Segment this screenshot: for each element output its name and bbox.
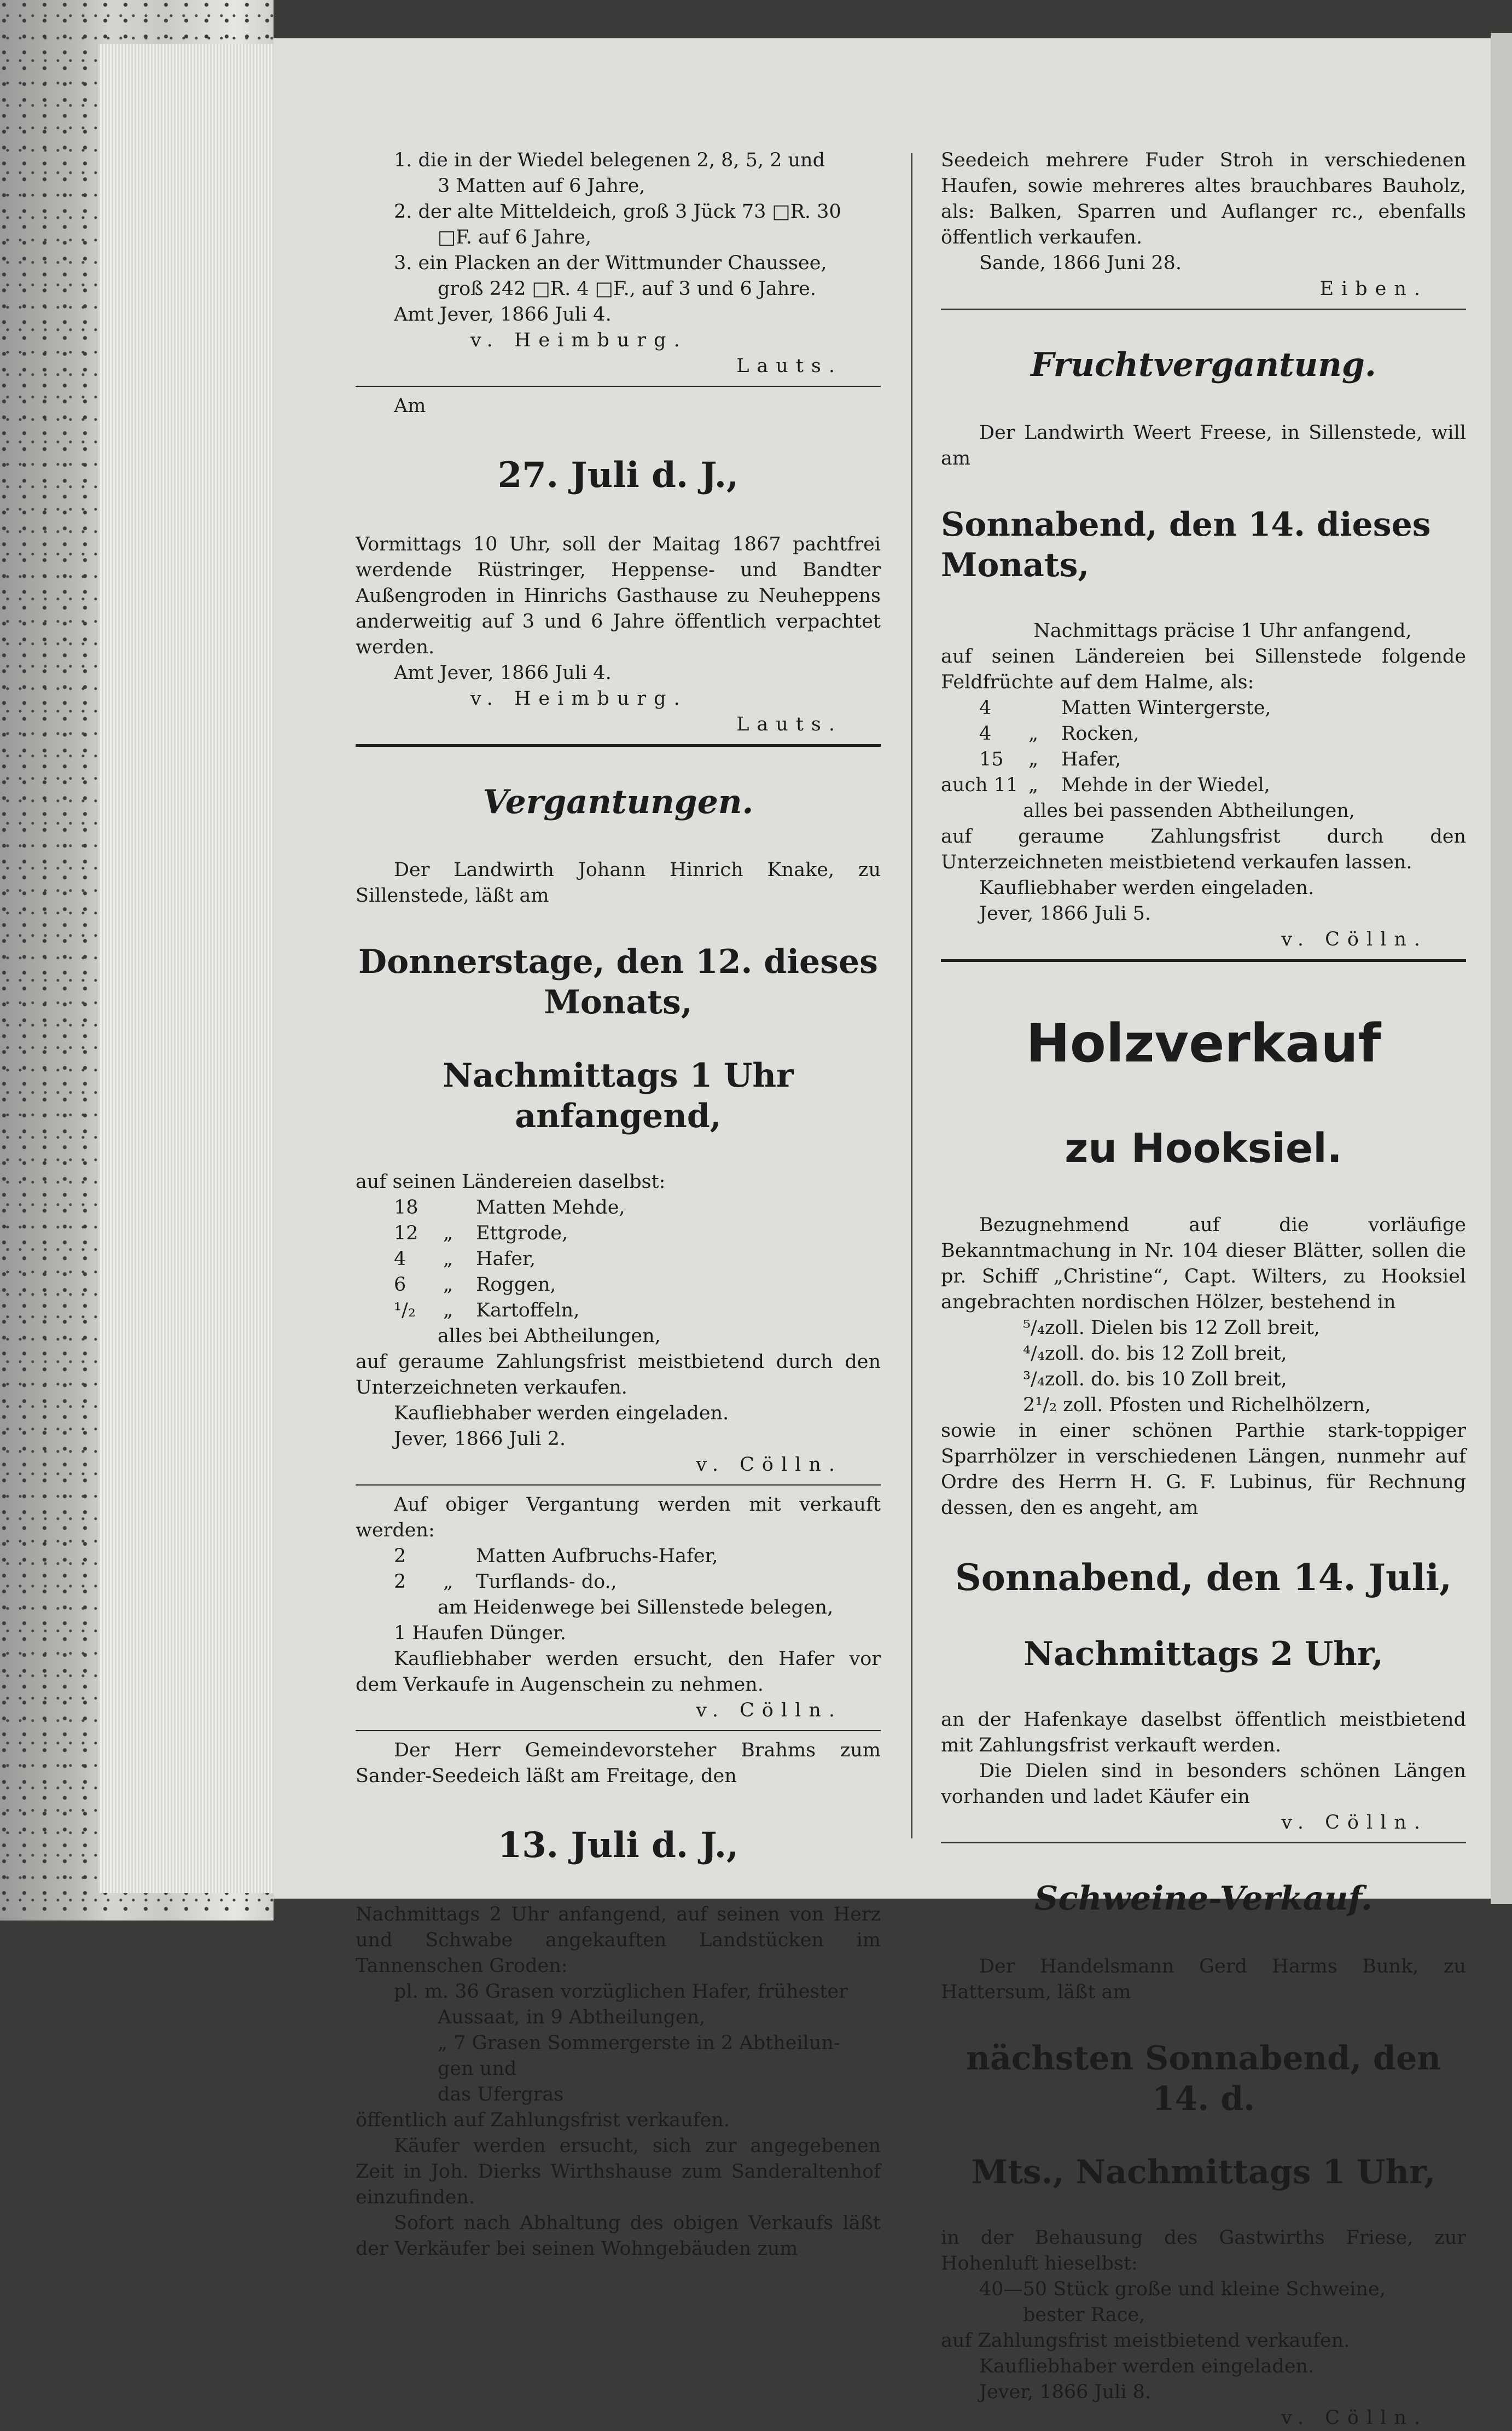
list-item xyxy=(356,1569,881,1595)
notice-line: 1. die in der Wiedel belegenen 2, 8, 5, 2 und xyxy=(394,149,825,171)
signature: v. Heimburg. xyxy=(470,688,688,710)
signature: v. Cölln. xyxy=(696,1699,842,1721)
notice-time: Nachmittags 2 Uhr, xyxy=(1023,1635,1383,1673)
ditto: „ xyxy=(443,1222,453,1244)
notice-brahms xyxy=(356,1738,881,2262)
divider xyxy=(356,1484,881,1486)
notice-line: pl. m. 36 Grasen vorzüglichen Hafer, frühester xyxy=(394,1981,848,2003)
list-item xyxy=(941,747,1466,773)
notice-line: öffentlich auf Zahlungsfrist verkaufen. xyxy=(356,2109,730,2131)
notice-intro: Auf obiger Vergantung werden mit verkauft werden: xyxy=(356,1494,881,1541)
notice-line: 2. der alte Mitteldeich, groß 3 Jück 73 □R. 30 xyxy=(394,201,841,223)
signature: Lauts. xyxy=(736,355,842,377)
notice-time: Nachmittags präcise 1 Uhr anfangend, xyxy=(1033,620,1412,642)
place-date: Jever, 1866 Juli 2. xyxy=(394,1428,566,1450)
section-heading: Holzverkauf xyxy=(1026,1013,1381,1074)
notice-straw xyxy=(941,148,1466,302)
notice-knake xyxy=(356,780,881,1478)
notice-text: Vormittags 10 Uhr, soll der Maitag 1867 pachtfrei werdende Rüstringer, Heppense- und Bandter Außengroden in Hinrichs Gasthause zu Neuheppens anderweitig auf 3 und 6 Jahre öffentlich verpachtet werden. xyxy=(356,533,881,658)
notice-intro: Der Landwirth Johann Hinrich Knake, zu Sillenstede, läßt am xyxy=(356,859,881,907)
list-item xyxy=(941,695,1466,721)
notice-date: 13. Juli d. J., xyxy=(497,1825,739,1866)
quantity: 4 xyxy=(394,1248,406,1270)
right-column xyxy=(941,148,1466,2431)
list-item: ⁴/₄zoll. do. bis 12 Zoll breit, xyxy=(1023,1343,1287,1365)
item: Kartoffeln, xyxy=(476,1299,580,1321)
notice-date: Sonnabend, den 14. dieses Monats, xyxy=(941,506,1431,584)
ditto: „ xyxy=(443,1571,453,1593)
page-stack xyxy=(98,44,274,1893)
ditto xyxy=(443,1544,476,1569)
divider xyxy=(941,309,1466,310)
notice-lease-list xyxy=(356,148,881,379)
list-item xyxy=(941,773,1466,798)
divider xyxy=(941,1842,1466,1843)
notice-text: Die Dielen sind in besonders schönen Längen vorhanden und ladet Käufer ein xyxy=(941,1760,1466,1808)
quantity: ¹/₂ xyxy=(394,1299,416,1321)
notice-text: 1 Haufen Dünger. xyxy=(394,1622,566,1644)
notice-date: Sonnabend, den 14. Juli, xyxy=(955,1556,1452,1599)
item: Hafer, xyxy=(1061,749,1121,770)
ditto: „ xyxy=(443,1299,453,1321)
notice-text: sowie in einer schönen Parthie stark-toppiger Sparrhölzer in verschiedenen Längen, nunmehr auf Ordre des Herrn H. G. F. Lubinus, für Rechnung dessen, den es angeht, am xyxy=(941,1420,1466,1519)
notice-text: Nachmittags 2 Uhr anfangend, auf seinen von Herz und Schwabe angekauften Landstücken im Tannenschen Groden: xyxy=(356,1904,881,1977)
list-item: ³/₄zoll. do. bis 10 Zoll breit, xyxy=(1023,1368,1287,1390)
ditto: „ xyxy=(443,1248,453,1270)
notice-text: auf geraume Zahlungsfrist meistbietend durch den Unterzeichneten verkaufen. xyxy=(356,1351,881,1399)
notice-line: □F. auf 6 Jahre, xyxy=(438,227,592,248)
signature: v. Cölln. xyxy=(1281,929,1428,950)
list-item xyxy=(356,1544,881,1569)
notice-text: an der Hafenkaye daselbst öffentlich meistbietend mit Zahlungsfrist verkauft werden. xyxy=(941,1709,1466,1756)
notice-text: Kaufliebhaber werden ersucht, den Hafer vor dem Verkaufe in Augenschein zu nehmen. xyxy=(356,1648,881,1696)
notice-line: das Ufergras xyxy=(438,2084,564,2105)
quantity: 15 xyxy=(979,749,1004,770)
ditto xyxy=(1028,695,1061,721)
item-list xyxy=(356,1195,881,1324)
section-heading: Schweine-Verkauf. xyxy=(1034,1879,1373,1918)
notice-text: alles bei passenden Abtheilungen, xyxy=(1023,800,1355,822)
notice-additional xyxy=(356,1492,881,1724)
item: Ettgrode, xyxy=(476,1222,568,1244)
quantity: 18 xyxy=(394,1197,418,1219)
signature: Lauts. xyxy=(736,713,842,735)
notice-line: groß 242 □R. 4 □F., auf 3 und 6 Jahre. xyxy=(438,278,816,300)
ditto: „ xyxy=(443,1274,453,1296)
notice-text: auf geraume Zahlungsfrist durch den Unterzeichneten meistbietend verkaufen lassen. xyxy=(941,826,1466,873)
list-item: ⁵/₄zoll. Dielen bis 12 Zoll breit, xyxy=(1023,1317,1321,1339)
list-item xyxy=(356,1221,881,1246)
signature: v. Heimburg. xyxy=(470,329,688,351)
section-heading: Vergantungen. xyxy=(482,783,754,821)
notice-holzverkauf xyxy=(941,1014,1466,1836)
item: Rocken, xyxy=(1061,723,1139,745)
item: Mehde in der Wiedel, xyxy=(1061,774,1270,796)
notice-text: Sofort nach Abhaltung des obigen Verkaufs läßt der Verkäufer bei seinen Wohngebäuden zum xyxy=(356,2212,881,2260)
item: Matten Wintergerste, xyxy=(1061,697,1271,719)
quantity: 6 xyxy=(394,1274,406,1296)
signature: Eiben. xyxy=(1319,278,1428,300)
list-item xyxy=(356,1298,881,1324)
signature: v. Cölln. xyxy=(1281,2407,1428,2429)
list-item: 40—50 Stück große und kleine Schweine, xyxy=(979,2278,1386,2300)
notice-am: Am xyxy=(394,395,426,417)
place-date: Jever, 1866 Juli 5. xyxy=(979,903,1152,925)
next-page-edge xyxy=(1491,33,1512,1904)
list-item xyxy=(356,1195,881,1221)
ditto: „ xyxy=(1028,723,1039,745)
notice-text: am Heidenwege bei Sillenstede belegen, xyxy=(438,1597,834,1618)
divider xyxy=(356,744,881,747)
notice-text: auf seinen Ländereien bei Sillenstede folgende Feldfrüchte auf dem Halme, als: xyxy=(941,646,1466,693)
notice-text: auf Zahlungsfrist meistbietend verkaufen. xyxy=(941,2330,1350,2352)
notice-line: Aussaat, in 9 Abtheilungen, xyxy=(438,2006,706,2028)
signature: v. Cölln. xyxy=(1281,1812,1428,1834)
item: Turflands- do., xyxy=(476,1571,617,1593)
notice-freese xyxy=(941,343,1466,953)
item: Matten Mehde, xyxy=(476,1197,625,1219)
notice-line: „ 7 Grasen Sommergerste in 2 Abtheilun- xyxy=(438,2032,840,2054)
column-rule xyxy=(911,153,912,1838)
notice-text: Seedeich mehrere Fuder Stroh in verschiedenen Haufen, sowie mehreres altes brauchbares Bauholz, als: Balken, Sparren und Auflanger rc., ebenfalls öffentlich verkaufen. xyxy=(941,149,1466,248)
notice-date: nächsten Sonnabend, den 14. d. xyxy=(966,2039,1441,2118)
signature: v. Cölln. xyxy=(696,1454,842,1476)
quantity: 4 xyxy=(979,723,992,745)
place-date: Amt Jever, 1866 Juli 4. xyxy=(394,662,612,684)
divider xyxy=(356,386,881,387)
section-heading: Fruchtvergantung. xyxy=(1031,346,1376,384)
notice-intro: Der Handelsmann Gerd Harms Bunk, zu Hattersum, läßt am xyxy=(941,1956,1466,2003)
quantity: 4 xyxy=(979,697,992,719)
section-subheading: zu Hooksiel. xyxy=(1065,1125,1342,1172)
divider xyxy=(356,1730,881,1731)
notice-schweine xyxy=(941,1876,1466,2431)
divider xyxy=(941,959,1466,962)
notice-line: gen und xyxy=(438,2058,517,2080)
item: Roggen, xyxy=(476,1274,556,1296)
place-date: Jever, 1866 Juli 8. xyxy=(979,2381,1152,2403)
list-item xyxy=(941,721,1466,747)
left-column xyxy=(356,148,881,2262)
notice-date: 27. Juli d. J., xyxy=(497,455,739,496)
ditto: „ xyxy=(1028,749,1039,770)
quantity: 2 xyxy=(394,1545,406,1567)
quantity: 2 xyxy=(394,1571,406,1593)
notice-text: Käufer werden ersucht, sich zur angegebenen Zeit in Joh. Dierks Wirthshause zum Sanderaltenhof einzufinden. xyxy=(356,2135,881,2208)
item: Hafer, xyxy=(476,1248,536,1270)
ditto: „ xyxy=(1028,774,1039,796)
list-item: 2¹/₂ zoll. Pfosten und Richelhölzern, xyxy=(1023,1394,1371,1416)
notice-intro: Der Landwirth Weert Freese, in Sillenstede, will am xyxy=(941,422,1466,469)
notice-intro: Der Herr Gemeindevorsteher Brahms zum Sander-Seedeich läßt am Freitage, den xyxy=(356,1739,881,1787)
notice-text: alles bei Abtheilungen, xyxy=(438,1325,661,1347)
notice-text: Kaufliebhaber werden eingeladen. xyxy=(979,2355,1315,2377)
notice-text: auf seinen Ländereien daselbst: xyxy=(356,1171,666,1193)
notice-text: in der Behausung des Gastwirths Friese, zur Hohenluft hieselbst: xyxy=(941,2227,1466,2275)
ditto xyxy=(443,1195,476,1221)
notice-line: 3 Matten auf 6 Jahre, xyxy=(438,175,645,197)
quantity: 12 xyxy=(394,1222,418,1244)
notice-date: Donnerstage, den 12. dieses Monats, xyxy=(358,943,878,1022)
list-item xyxy=(356,1246,881,1272)
notice-text: Bezugnehmend auf die vorläufige Bekanntmachung in Nr. 104 dieser Blätter, sollen die pr. Schiff „Christine“, Capt. Wilters, zu Hooksiel angebrachten nordischen Hölzer, bestehend in xyxy=(941,1214,1466,1313)
notice-line: 3. ein Placken an der Wittmunder Chaussee, xyxy=(394,252,827,274)
notice-text: Kaufliebhaber werden eingeladen. xyxy=(394,1402,729,1424)
notice-text: Kaufliebhaber werden eingeladen. xyxy=(979,877,1315,899)
place-date: Sande, 1866 Juni 28. xyxy=(979,252,1182,274)
list-item: bester Race, xyxy=(1023,2304,1145,2326)
notice-time: Nachmittags 1 Uhr anfangend, xyxy=(443,1057,794,1135)
notice-lease-groden xyxy=(356,393,881,738)
place-date: Amt Jever, 1866 Juli 4. xyxy=(394,304,612,326)
quantity: auch 11 xyxy=(941,774,1019,796)
notice-time: Mts., Nachmittags 1 Uhr, xyxy=(971,2153,1436,2191)
list-item xyxy=(356,1272,881,1298)
item: Matten Aufbruchs-Hafer, xyxy=(476,1545,718,1567)
